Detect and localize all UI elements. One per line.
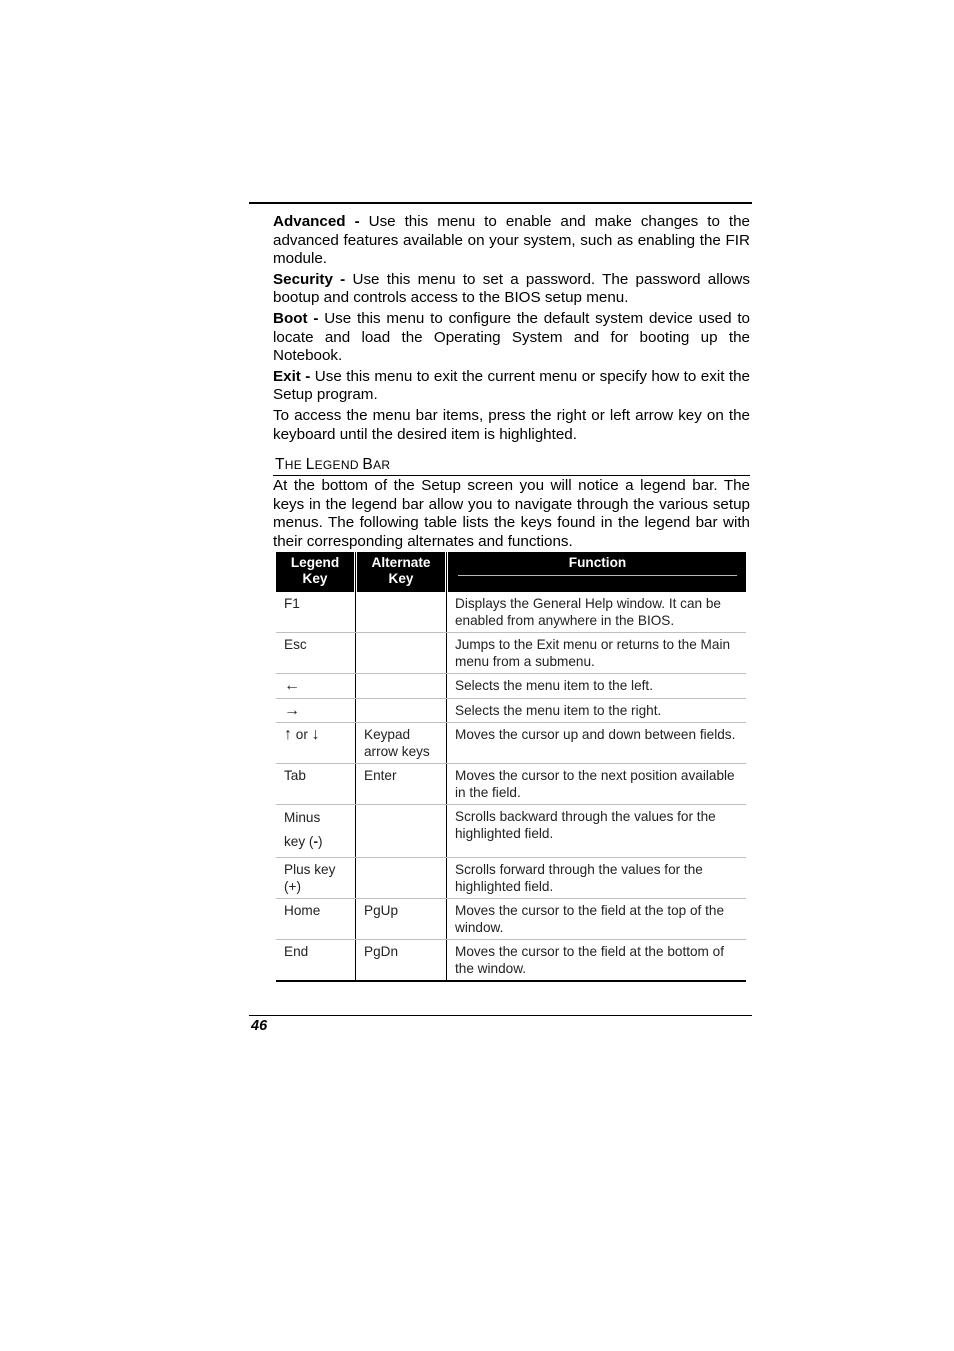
table-row (276, 858, 746, 899)
alt-cell: Enter (356, 764, 447, 805)
function-cell: Moves the cursor to the next position available in the field. (447, 764, 747, 805)
left-arrow-key-cell: ← (276, 674, 356, 699)
paragraph-exit (273, 368, 750, 405)
table-row (276, 805, 746, 858)
table-row (276, 899, 746, 940)
access-note: To access the menu bar items, press the right or left arrow key on the keyboard until the desired item is highlighted. (273, 406, 750, 443)
term-boot: Boot - (273, 309, 319, 327)
minus-key-cell: Minus key (-) (276, 805, 356, 858)
alt-cell (356, 698, 447, 723)
table-row (276, 698, 746, 723)
term-security: Security - (273, 270, 346, 288)
down-arrow-icon: ↓ (311, 726, 320, 743)
paragraph-security (273, 271, 750, 308)
alt-cell (356, 805, 447, 858)
page-number: 46 (251, 1018, 268, 1034)
function-cell: Scrolls forward through the values for the highlighted field. (447, 858, 747, 899)
alt-cell (356, 633, 447, 674)
alt-cell (356, 674, 447, 699)
header-legend-key: Legend Key (276, 552, 356, 592)
alt-cell (356, 858, 447, 899)
function-cell: Moves the cursor up and down between fields. (447, 723, 747, 764)
table-row (276, 592, 746, 633)
table-row (276, 723, 746, 764)
table-header-row (276, 552, 746, 592)
top-rule (249, 202, 752, 204)
function-cell: Moves the cursor to the field at the bottom of the window. (447, 940, 747, 982)
up-down-key-cell: ↑ or ↓ (276, 723, 356, 764)
function-cell: Selects the menu item to the right. (447, 698, 747, 723)
legend-table (276, 552, 746, 982)
header-alternate-key: Alternate Key (356, 552, 447, 592)
term-exit: Exit - (273, 367, 311, 385)
key-cell: Home (276, 899, 356, 940)
function-cell: Moves the cursor to the field at the top of the window. (447, 899, 747, 940)
alt-cell: Keypad arrow keys (356, 723, 447, 764)
desc-security: Use this menu to set a password. The password allows bootup and controls access to the BIOS setup menu. (273, 270, 750, 307)
paragraph-advanced (273, 213, 750, 269)
table-row (276, 633, 746, 674)
section-heading: THE LEGEND BAR (273, 456, 750, 476)
alt-cell (356, 592, 447, 633)
table-row (276, 674, 746, 699)
right-arrow-key-cell: → (276, 698, 356, 723)
desc-advanced: Use this menu to enable and make changes to the advanced features available on your system, such as enabling the FIR module. (273, 213, 750, 268)
header-function: Function (447, 552, 747, 592)
paragraph-boot (273, 310, 750, 366)
table-row (276, 764, 746, 805)
desc-exit: Use this menu to exit the current menu or specify how to exit the Setup program. (273, 367, 750, 404)
function-cell: Jumps to the Exit menu or returns to the Main menu from a submenu. (447, 633, 747, 674)
function-cell: Selects the menu item to the left. (447, 674, 747, 699)
desc-boot: Use this menu to configure the default system device used to locate and load the Operating System and for booting up the Notebook. (273, 309, 750, 365)
function-cell: Scrolls backward through the values for the highlighted field. (447, 805, 747, 858)
key-cell: End (276, 940, 356, 982)
key-cell: Plus key (+) (276, 858, 356, 899)
key-cell: Esc (276, 633, 356, 674)
term-advanced: Advanced - (273, 213, 360, 230)
key-cell: Tab (276, 764, 356, 805)
table-row (276, 940, 746, 982)
footer-rule (249, 1015, 752, 1016)
function-cell: Displays the General Help window. It can be enabled from anywhere in the BIOS. (447, 592, 747, 633)
alt-cell: PgUp (356, 899, 447, 940)
page-content (273, 213, 750, 567)
key-cell: F1 (276, 592, 356, 633)
up-arrow-icon: ↑ (284, 726, 292, 743)
section-intro: At the bottom of the Setup screen you will notice a legend bar. The keys in the legend bar allow you to navigate through the various setup menus. The following table lists the keys found in the legend bar with their corresponding alternates and functions. (273, 477, 750, 550)
alt-cell: PgDn (356, 940, 447, 982)
